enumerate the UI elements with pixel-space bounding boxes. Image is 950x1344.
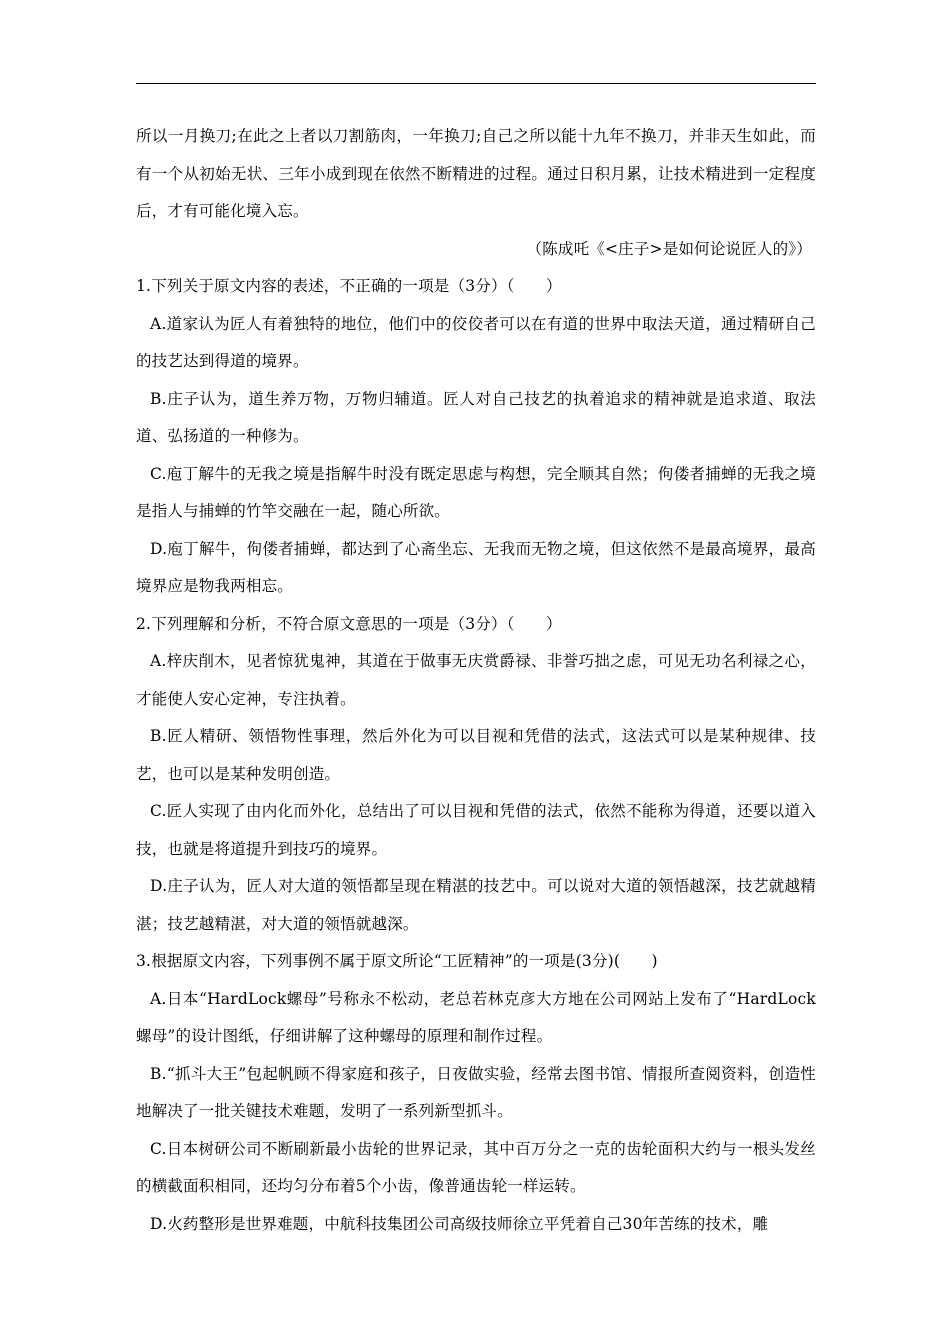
option-d: D.庖丁解牛，佝偻者捕蝉，都达到了心斋坐忘、无我而无物之境，但这依然不是最高境界，最高境界应是物我两相忘。 <box>136 539 816 595</box>
question-stem: 1.下列关于原文内容的表述，不正确的一项是（3分）（ ） <box>136 277 562 295</box>
option-a: A.日本“HardLock螺母”号称永不松动，老总若林克彦大方地在公司网站上发布了“HardLock 螺母”的设计图纸，仔细讲解了这种螺母的原理和制作过程。 <box>136 989 816 1045</box>
question-stem: 2.下列理解和分析，不符合原文意思的一项是（3分）（ ） <box>136 614 562 633</box>
passage-paragraph: 所以一月换刀;在此之上者以刀割筋肉，一年换刀;自己之所以能十九年不换刀，并非天生如此，而有一个从初始无状、三年小成到现在依然不断精进的过程。通过日积月累，让技术精进到一定程度后，才有可能化境入忘。 <box>136 127 816 220</box>
document-content <box>136 118 816 1243</box>
question-3 <box>136 943 816 1243</box>
question-2 <box>136 606 816 944</box>
option-c: C.庖丁解牛的无我之境是指解牛时没有既定思虑与构想，完全顺其自然；佝偻者捕蝉的无我之境是指人与捕蝉的竹竿交融在一起，随心所欲。 <box>136 464 816 520</box>
question-stem: 3.根据原文内容，下列事例不属于原文所论“工匠精神”的一项是(3分)( ) <box>136 952 658 970</box>
option-d: D.火药整形是世界难题，中航科技集团公司高级技师徐立平凭着自己30年苦练的技术，雕 <box>150 1214 769 1233</box>
option-a: A.梓庆削木，见者惊犹鬼神，其道在于做事无庆赏爵禄、非誉巧拙之虑，可见无功名利禄之心，才能使人安心定神，专注执着。 <box>136 652 816 708</box>
header-rule <box>136 83 816 84</box>
question-1 <box>136 268 816 606</box>
option-d: D.庄子认为，匠人对大道的领悟都呈现在精湛的技艺中。可以说对大道的领悟越深，技艺就越精湛；技艺越精湛，对大道的领悟就越深。 <box>136 877 816 933</box>
passage-source: （陈成吒《<庄子>是如何论说匠人的》） <box>526 239 812 258</box>
option-b: B.匠人精研、领悟物性事理，然后外化为可以目视和凭借的法式，这法式可以是某种规律、技艺，也可以是某种发明创造。 <box>136 727 816 783</box>
option-b: B.庄子认为，道生养万物，万物归辅道。匠人对自己技艺的执着追求的精神就是追求道、取法道、弘扬道的一种修为。 <box>136 389 816 445</box>
option-c: C.匠人实现了由内化而外化，总结出了可以目视和凭借的法式，依然不能称为得道，还要以道入技，也就是将道提升到技巧的境界。 <box>136 802 816 858</box>
option-b: B.“抓斗大王”包起帆顾不得家庭和孩子，日夜做实验，经常去图书馆、情报所查阅资料，创造性地解决了一批关键技术难题，发明了一系列新型抓斗。 <box>136 1064 816 1120</box>
option-c: C.日本树研公司不断刷新最小齿轮的世界记录，其中百万分之一克的齿轮面积大约与一根头发丝的横截面积相同，还均匀分布着5个小齿，像普通齿轮一样运转。 <box>136 1139 816 1195</box>
option-a: A.道家认为匠人有着独特的地位，他们中的佼佼者可以在有道的世界中取法天道，通过精研自己的技艺达到得道的境界。 <box>136 314 816 370</box>
